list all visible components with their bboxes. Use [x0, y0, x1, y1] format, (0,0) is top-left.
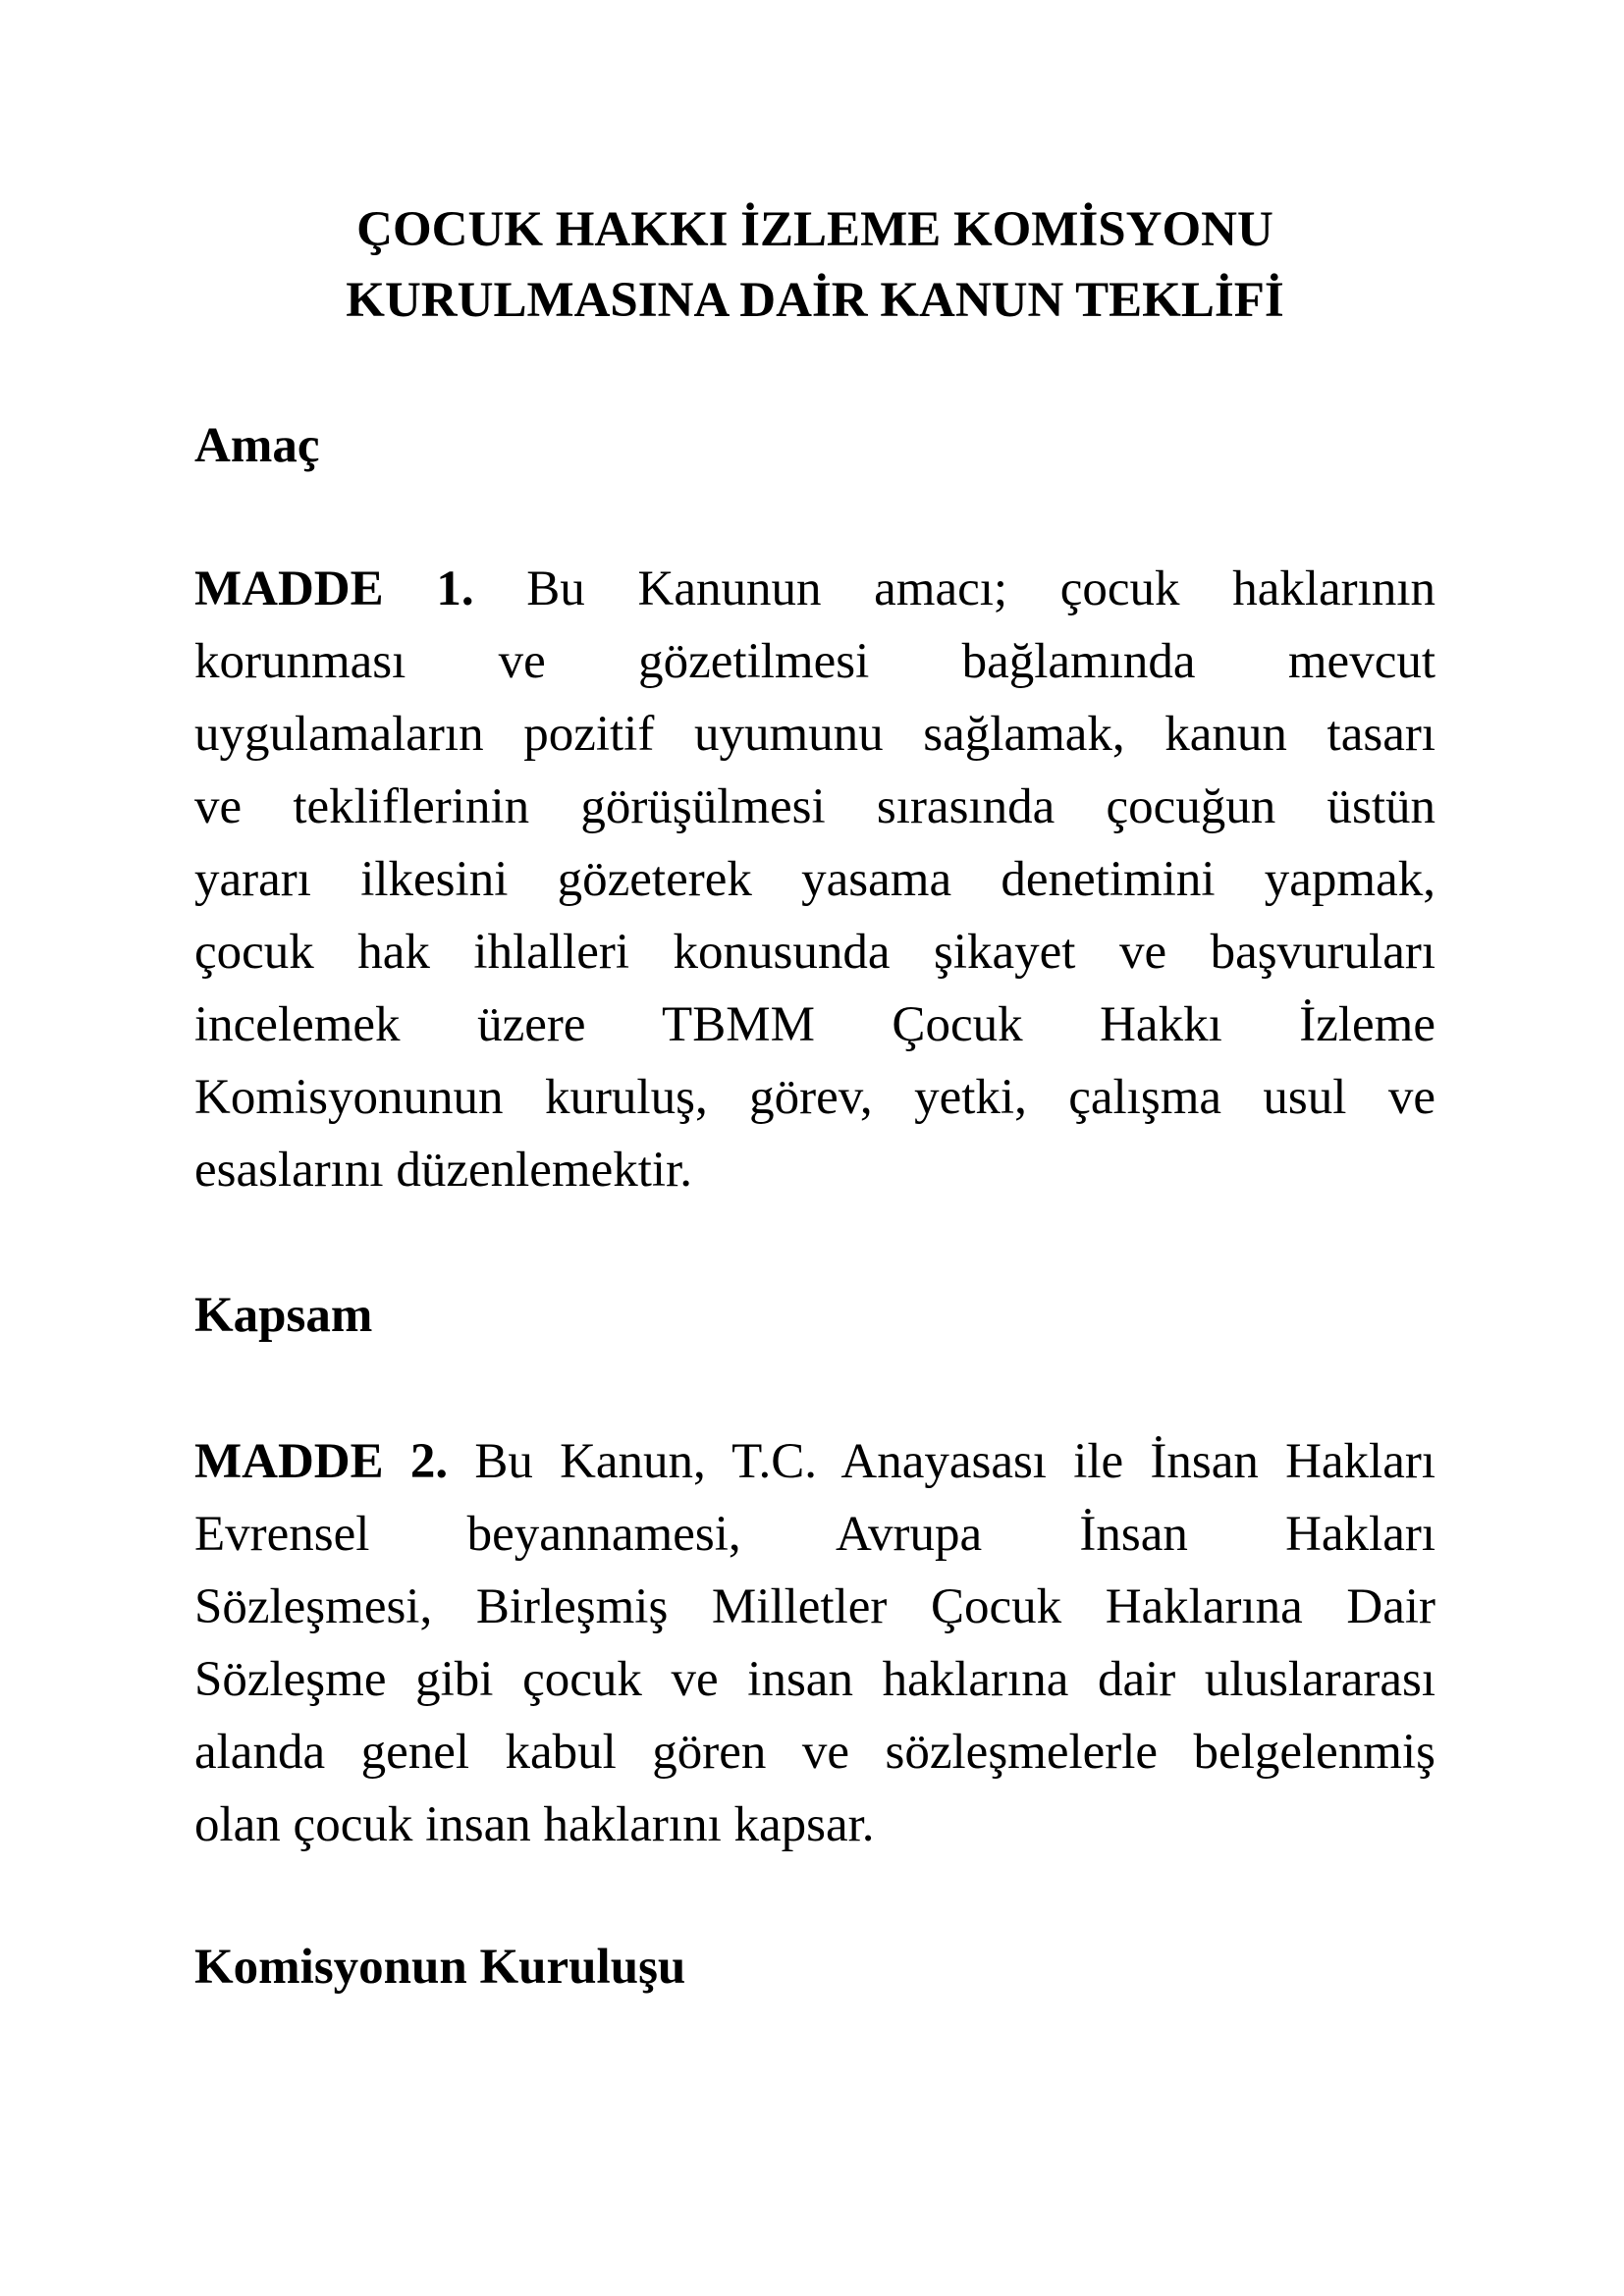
- article-1-paragraph: [194, 553, 1435, 1206]
- article-1-line: incelemek üzere TBMM Çocuk Hakkı İzleme: [194, 997, 1435, 1052]
- article-1-line: korunması ve gözetilmesi bağlamında mevcut: [194, 634, 1435, 689]
- article-1-label: MADDE 1.: [194, 561, 474, 616]
- document-title-line-2: KURULMASINA DAİR KANUN TEKLİFİ: [346, 273, 1284, 328]
- article-2-line: alanda genel kabul gören ve sözleşmelerle belgelenmiş: [194, 1725, 1435, 1780]
- article-2-label: MADDE 2.: [194, 1434, 449, 1489]
- article-1-line: çocuk hak ihlalleri konusunda şikayet ve başvuruları: [194, 925, 1435, 980]
- article-2-paragraph: [194, 1425, 1435, 1861]
- article-1-line: uygulamaların pozitif uyumunu sağlamak, kanun tasarı: [194, 707, 1435, 762]
- article-1-line: Komisyonunun kuruluş, görev, yetki, çalışma usul ve: [194, 1070, 1435, 1125]
- article-1-text: Bu Kanunun amacı; çocuk haklarının: [473, 561, 1435, 616]
- article-2-text: Bu Kanun, T.C. Anayasası ile İnsan Hakları: [448, 1434, 1435, 1489]
- article-2-line: Sözleşmesi, Birleşmiş Milletler Çocuk Haklarına Dair: [194, 1579, 1435, 1634]
- section-heading-komisyonun-kurulusu: Komisyonun Kuruluşu: [194, 1940, 686, 1995]
- article-1-line: ve tekliflerinin görüşülmesi sırasında çocuğun üstün: [194, 779, 1435, 834]
- article-2-line: Sözleşme gibi çocuk ve insan haklarına dair uluslararası: [194, 1652, 1435, 1707]
- article-1-line: esaslarını düzenlemektir.: [194, 1143, 692, 1198]
- article-2-line: Evrensel beyannamesi, Avrupa İnsan Hakları: [194, 1507, 1435, 1562]
- article-1-line: yararı ilkesini gözeterek yasama denetimini yapmak,: [194, 852, 1435, 907]
- section-heading-kapsam: Kapsam: [194, 1288, 373, 1343]
- article-1-line: [194, 553, 1435, 625]
- section-heading-amac: Amaç: [194, 418, 320, 473]
- document-title-line-1: ÇOCUK HAKKI İZLEME KOMİSYONU: [356, 202, 1273, 257]
- article-2-line: olan çocuk insan haklarını kapsar.: [194, 1797, 875, 1852]
- article-2-line: [194, 1425, 1435, 1498]
